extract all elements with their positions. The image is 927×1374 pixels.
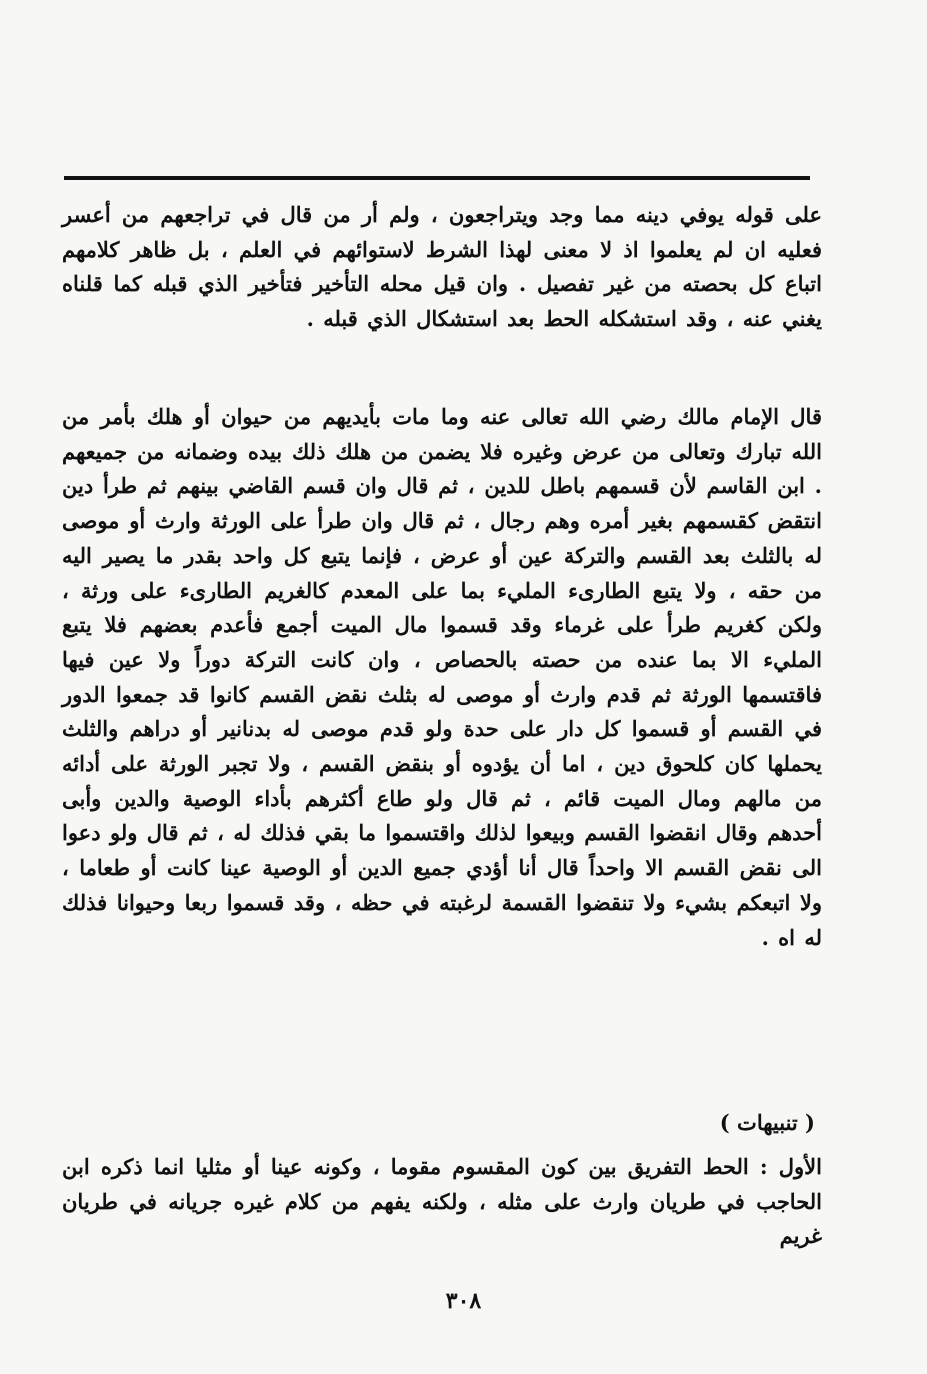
page-number: ٣٠٨ bbox=[445, 1288, 482, 1314]
paragraph-2-text: قال الإمام مالك رضي الله تعالى عنه وما مات بأيديهم من حيوان أو هلك بأمر من الله تبارك وتعالى من عرض وغيره فلا يضمن من هلك ذلك بيده وضمانه من جميعهم . ابن القاسم لأن قسمهم باطل للدين ، ثم قال وان قسم القاضي بينهم ثم طرأ دين انتقض كقسمهم بغير أمره وهم رجال ، ثم قال وان طرأ على الورثة وارث أو موصى له بالثلث بعد القسم والتركة عين أو عرض ، فإنما يتبع كل واحد بقدر ما يصير اليه من حقه ، ولا يتبع الطارىء المليء بما على المعدم كالغريم الطارىء على ورثة ، ولكن كغريم طرأ على غرماء وقد قسموا مال الميت أجمع فأعدم بعضهم فلا يتبع المليء الا بما عنده من حصته بالحصاص ، وان كانت التركة دوراً ولا عين فيها فاقتسمها الورثة ثم قدم وارث أو موصى له بثلث نقض القسم كانوا قد جمعوا الدور في القسم أو قسموا كل دار على حدة ولو قدم موصى له بدنانير أو دراهم والثلث يحملها كان كلحوق دين ، اما أن يؤدوه أو بنقض القسم ، ولا تجبر الورثة على أدائه من مالهم ومال الميت قائم ، ثم قال ولو طاع أكثرهم بأداء الوصية والدين وأبى أحدهم وقال انقضوا القسم وبيعوا لذلك واقتسموا ما بقي فذلك له ، ثم قال ولو دعوا الى نقض القسم الا واحداً قال أنا أؤدي جميع الدين أو الوصية عينا كانت أو طعاما ، ولا اتبعكم بشيء ولا تنقضوا القسمة لرغبته في حظه ، وقد قسموا ربعا وحيوانا فذلك له اه . bbox=[62, 404, 822, 950]
paragraph-1-text: على قوله يوفي دينه مما وجد ويتراجعون ، ولم أر من قال في تراجعهم من أعسر فعليه ان لم يعلموا اذ لا معنى لهذا الشرط لاستوائهم في العلم ، بل ظاهر كلامهم اتباع كل بحصته من غير تفصيل . وان قيل محله التأخير فتأخير الذي قبله كما قلناه يغني عنه ، وقد استشكله الحط بعد استشكال الذي قبله . bbox=[62, 202, 822, 332]
paragraph-3-text: الأول : الحط التفريق بين كون المقسوم مقوما ، وكونه عينا أو مثليا انما ذكره ابن الحاجب في طريان وارث على مثله ، ولكنه يفهم من كلام غيره جريانه في طريان غريم bbox=[62, 1154, 822, 1249]
paragraph-3 bbox=[62, 1150, 822, 1254]
paragraph-2 bbox=[62, 400, 822, 955]
header-rule bbox=[64, 176, 810, 180]
paragraph-1 bbox=[62, 198, 822, 337]
section-heading: ( تنبيهات ) bbox=[719, 1110, 815, 1135]
